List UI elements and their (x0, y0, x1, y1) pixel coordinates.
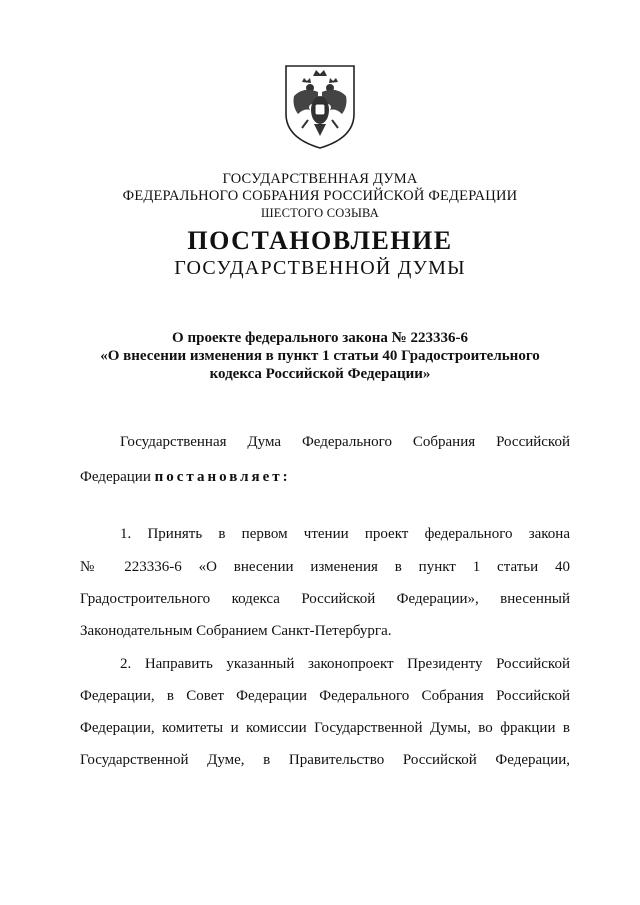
item1-rest (80, 551, 570, 647)
intro-line-2-prefix: Федерации (80, 469, 155, 485)
document-title: ПОСТАНОВЛЕНИЕ (187, 226, 453, 255)
intro-line-2-block (80, 461, 570, 493)
item1-line-1: 1. Принять в первом чтении проект федерального закона (120, 526, 570, 542)
document-subtitle: ГОСУДАРСТВЕННОЙ ДУМЫ (174, 257, 466, 279)
item2-rest (80, 680, 570, 776)
subject-line-3: кодекса Российской Федерации» (209, 366, 431, 382)
item2-line-1-block (120, 648, 570, 680)
intro-line-1: Государственная Дума Федерального Собрания Российской (120, 434, 570, 450)
header-line-3: ШЕСТОГО СОЗЫВА (260, 206, 380, 220)
document-subject (60, 329, 580, 383)
header-line-2: ФЕДЕРАЛЬНОГО СОБРАНИЯ РОССИЙСКОЙ ФЕДЕРАЦИИ (122, 188, 518, 204)
intro-decree-word: постановляет: (154, 469, 291, 485)
item2-line-3: Федерации, комитеты и комиссии Государственной Думы, во фракции в (80, 720, 570, 736)
russian-coat-of-arms-icon (280, 62, 360, 150)
item1-line-3: Градостроительного кодекса Российской Федерации», внесенный (80, 591, 570, 607)
item1-line-1-block (120, 518, 570, 550)
item1-line-2: № 223336-6 «О внесении изменения в пункт 1 статьи 40 (80, 559, 570, 575)
item2-line-2: Федерации, в Совет Федерации Федерального Собрания Российской (80, 688, 570, 704)
issuer-header (40, 171, 600, 222)
subject-line-2: «О внесении изменения в пункт 1 статьи 40 Градостроительного (100, 348, 540, 364)
intro-line-1-block (120, 426, 570, 458)
header-line-1: ГОСУДАРСТВЕННАЯ ДУМА (222, 171, 418, 187)
item2-line-4: Государственной Думе, в Правительство Российской Федерации, (80, 752, 570, 768)
item1-line-4: Законодательным Собранием Санкт-Петербурга. (80, 623, 392, 639)
item2-line-1: 2. Направить указанный законопроект Президенту Российской (120, 656, 570, 672)
subject-line-1: О проекте федерального закона № 223336-6 (172, 330, 468, 346)
